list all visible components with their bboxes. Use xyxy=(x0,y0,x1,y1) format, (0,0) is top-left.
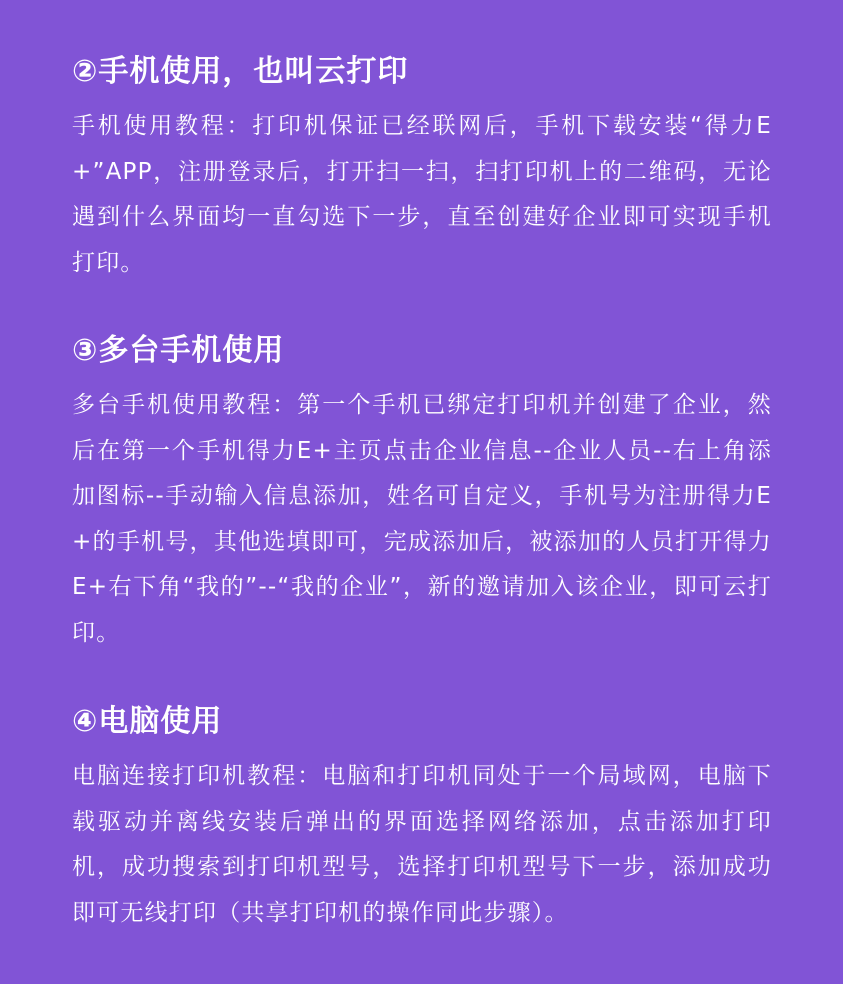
section-title: ②手机使用，也叫云打印 xyxy=(72,54,409,89)
section-body: 手机使用教程：打印机保证已经联网后，手机下载安装“得力E+”APP，注册登录后，打开扫一扫，扫打印机上的二维码，无论遇到什么界面均一直勾选下一步，直至创建好企业即可实现手机打印。 xyxy=(72,113,772,276)
section-body: 多台手机使用教程：第一个手机已绑定打印机并创建了企业，然后在第一个手机得力E+主页点击企业信息--企业人员--右上角添加图标--手动输入信息添加，姓名可自定义，手机号为注册得力E+的手机号，其他选填即可，完成添加后，被添加的人员打开得力E+右下角“我的”--“我的企业”，新的邀请加入该企业，即可云打印。 xyxy=(72,392,772,646)
section-cloud-print xyxy=(72,52,772,286)
section-title: ③多台手机使用 xyxy=(72,333,285,368)
section-multi-phone xyxy=(72,331,772,657)
section-body: 电脑连接打印机教程：电脑和打印机同处于一个局域网，电脑下载驱动并离线安装后弹出的界面选择网络添加，点击添加打印机，成功搜索到打印机型号，选择打印机型号下一步，添加成功即可无线打印（共享打印机的操作同此步骤）。 xyxy=(72,763,772,926)
section-title: ④电脑使用 xyxy=(72,704,223,739)
section-computer-use xyxy=(72,702,772,936)
